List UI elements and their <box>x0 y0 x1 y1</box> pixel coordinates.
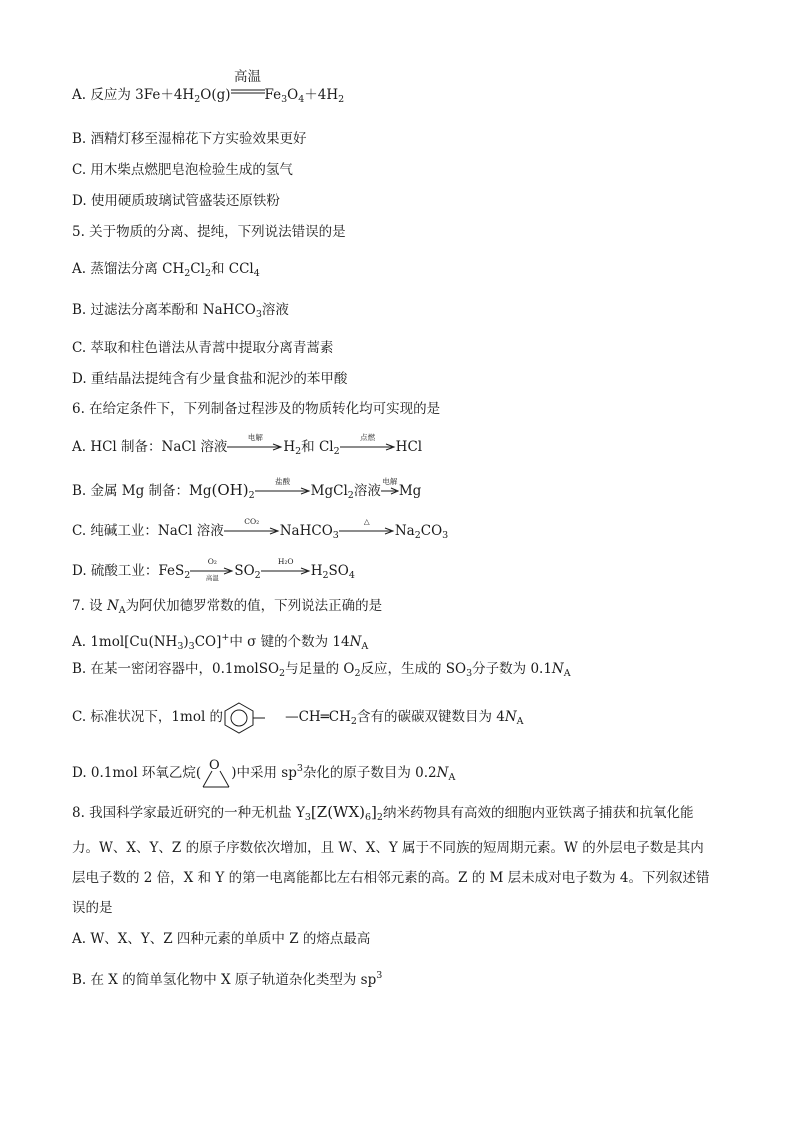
q8-stem-line-3: 层电子数的 2 倍，X 和 Y 的第一电离能都比左右相邻元素的高。Z 的 M 层未成对电子数为 4。下列叙述错 <box>72 870 710 886</box>
q7-option-c: C. 标准状况下，1mol 的 $—CH═CH_2$含有的碳碳双键数目为 $4N_A$ <box>72 700 524 739</box>
q8-stem-line-2: 力。W、X、Y、Z 的原子序数依次增加，且 W、X、Y 属于不同族的短周期元素。W 的外层电子数是其内 <box>72 840 704 856</box>
co2-arrow: CO₂ <box>224 520 280 540</box>
q4-option-b: B. 酒精灯移至湿棉花下方实验效果更好 <box>72 131 307 147</box>
ethylene-oxide-structure <box>201 757 231 791</box>
q5-option-a: A. 蒸馏法分离 $CH_2Cl_2$和 CCl$_4$ <box>72 261 260 279</box>
q6-option-d: D. 硫酸工业：FeS$_2$ O₂ 高温 $SO_2$ H₂O $H_2SO_4$ <box>72 557 355 582</box>
q8-stem-line-1: 8. 我国科学家最近研究的一种无机盐 $Y_3[Z(WX)_6]_2$纳米药物具有高效的细胞内亚铁离子捕获和抗氧化能 <box>72 803 694 823</box>
benzene-ring-structure <box>223 701 285 735</box>
q7-stem: 7. 设 $N_A$为阿伏加德罗常数的值，下列说法正确的是 <box>72 598 383 616</box>
electrolysis-arrow-short: 电解 <box>381 480 399 500</box>
high-temp-equals-sign: 高温 <box>234 69 261 85</box>
q6-stem: 6. 在给定条件下，下列制备过程涉及的物质转化均可实现的是 <box>72 401 441 417</box>
electrolysis-arrow: 电解 <box>227 436 283 456</box>
h2o-arrow: H₂O <box>261 560 311 580</box>
q6-option-a: A. HCl 制备：NaCl 溶液 电解 $H_2$和 $Cl_2$ 点燃 HCl <box>72 433 423 457</box>
heat-arrow: △ <box>339 520 395 540</box>
q4-option-a: A. 反应为 $3Fe+4H_2O(g)$ 高温 $Fe_3O_4+4H_2$ <box>72 69 345 105</box>
svg-text:O: O <box>209 757 220 773</box>
q6-option-b: B. 金属 Mg 制备：$Mg(OH)_2$ 盐酸 MgCl$_2$溶液 电解 Mg <box>72 477 422 501</box>
q7-option-b: B. 在某一密闭容器中，0.1molSO$_2$与足量的 $O_2$反应，生成的 $SO_3$分子数为 $0.1N_A$ <box>72 661 571 679</box>
q8-option-b: B. 在 X 的简单氢化物中 X 原子轨道杂化类型为 $sp^3$ <box>72 970 383 988</box>
q7-option-d: D. 0.1mol 环氧乙烷( O )中采用 $sp^3$杂化的原子数目为 $0.2N_A$ <box>72 752 455 795</box>
q8-option-a: A. W、X、Y、Z 四种元素的单质中 Z 的熔点最高 <box>72 931 371 947</box>
q4-option-d: D. 使用硬质玻璃试管盛装还原铁粉 <box>72 193 280 209</box>
q5-stem: 5. 关于物质的分离、提纯，下列说法错误的是 <box>72 224 346 240</box>
q6-option-c: C. 纯碱工业：NaCl 溶液 CO₂ NaHCO$_3$ △ $Na_2CO_3$ <box>72 517 449 541</box>
q5-option-b: B. 过滤法分离苯酚和 NaHCO$_3$溶液 <box>72 302 289 320</box>
q8-stem-line-4: 误的是 <box>72 900 113 916</box>
q7-option-a: A. $1mol[Cu(NH_3)_3CO]^+$中 σ 键的个数为 $14N_A$ <box>72 632 369 652</box>
q5-option-c: C. 萃取和柱色谱法从青蒿中提取分离青蒿素 <box>72 340 334 356</box>
q4-option-c: C. 用木柴点燃肥皂泡检验生成的氢气 <box>72 162 293 178</box>
hcl-arrow: 盐酸 <box>255 480 311 500</box>
ignite-arrow: 点燃 <box>340 436 396 456</box>
o2-high-temp-arrow: O₂ 高温 <box>190 560 234 580</box>
q5-option-d: D. 重结晶法提纯含有少量食盐和泥沙的苯甲酸 <box>72 371 348 387</box>
